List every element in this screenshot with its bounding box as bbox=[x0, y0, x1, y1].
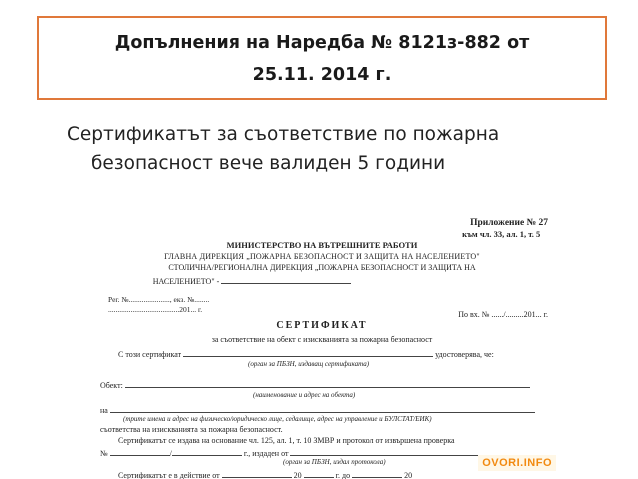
owner-note: (трите имена и адрес на физическо/юридическо лице, седалище, адрес на управление и БУЛСТАТ/ЕИК) bbox=[123, 415, 432, 423]
appendix-line-1: Приложение № 27 bbox=[470, 218, 548, 228]
site-watermark: OVORI.INFO bbox=[478, 455, 556, 471]
certificate-title: СЕРТИФИКАТ bbox=[276, 320, 368, 331]
ministry-heading: МИНИСТЕРСТВО НА ВЪТРЕШНИТЕ РАБОТИ bbox=[226, 240, 418, 250]
cert-issuer-line: С този сертификат удостоверява, че: bbox=[118, 350, 494, 359]
issuer-note: (орган за ПБЗН, издаващ сертификата) bbox=[248, 360, 370, 368]
issued-basis-line: Сертификатът се издава на основание чл. 125, ал. 1, т. 10 ЗМВР и протокол от извършена проверка bbox=[118, 436, 455, 445]
bullet-line-1: Сертификатът за съответствие по пожарна bbox=[67, 124, 500, 145]
certificate-document-image bbox=[88, 198, 556, 479]
protocol-note: (орган за ПБЗН, издал протокола) bbox=[283, 458, 386, 466]
object-line: Обект: bbox=[100, 379, 530, 390]
compliance-line: съответства на изискванията за пожарна безопасност. bbox=[100, 425, 283, 434]
incoming-ref: По вх. № ....../.........201... г. bbox=[458, 310, 548, 319]
appendix-note bbox=[462, 218, 548, 240]
registration-block bbox=[108, 295, 209, 315]
slide-title-box bbox=[37, 16, 607, 100]
slide-title bbox=[39, 27, 605, 91]
valid-line: Сертификатът е в действие от 20 г. до 20 bbox=[118, 471, 413, 479]
directorate-main: ГЛАВНА ДИРЕКЦИЯ „ПОЖАРНА БЕЗОПАСНОСТ И ЗАЩИТА НА НАСЕЛЕНИЕТО" bbox=[164, 252, 480, 261]
bullet-text bbox=[67, 120, 607, 178]
title-line-2: 25.11. 2014 г. bbox=[252, 65, 392, 85]
appendix-line-2: към чл. 33, ал. 1, т. 5 bbox=[462, 229, 541, 239]
object-note: (наименование и адрес на обекта) bbox=[253, 391, 356, 399]
reg-line: Рег. №......................, екз. №........ bbox=[108, 295, 210, 304]
directorate-regional: СТОЛИЧНА/РЕГИОНАЛНА ДИРЕКЦИЯ „ПОЖАРНА БЕЗОПАСНОСТ И ЗАЩИТА НА bbox=[168, 263, 476, 272]
title-line-1: Допълнения на Наредба № 8121з-882 от bbox=[114, 33, 530, 53]
protocol-line: № / г., издаден от bbox=[100, 447, 490, 458]
bullet-line-2: безопасност вече валиден 5 години bbox=[91, 153, 446, 174]
directorate-end: НАСЕЛЕНИЕТО" - bbox=[88, 275, 486, 286]
owner-line: на bbox=[100, 404, 535, 415]
reg-date: ......................................201... г. bbox=[108, 305, 203, 314]
certificate-subtitle: за съответствие на обект с изискванията за пожарна безопасност bbox=[211, 335, 433, 344]
